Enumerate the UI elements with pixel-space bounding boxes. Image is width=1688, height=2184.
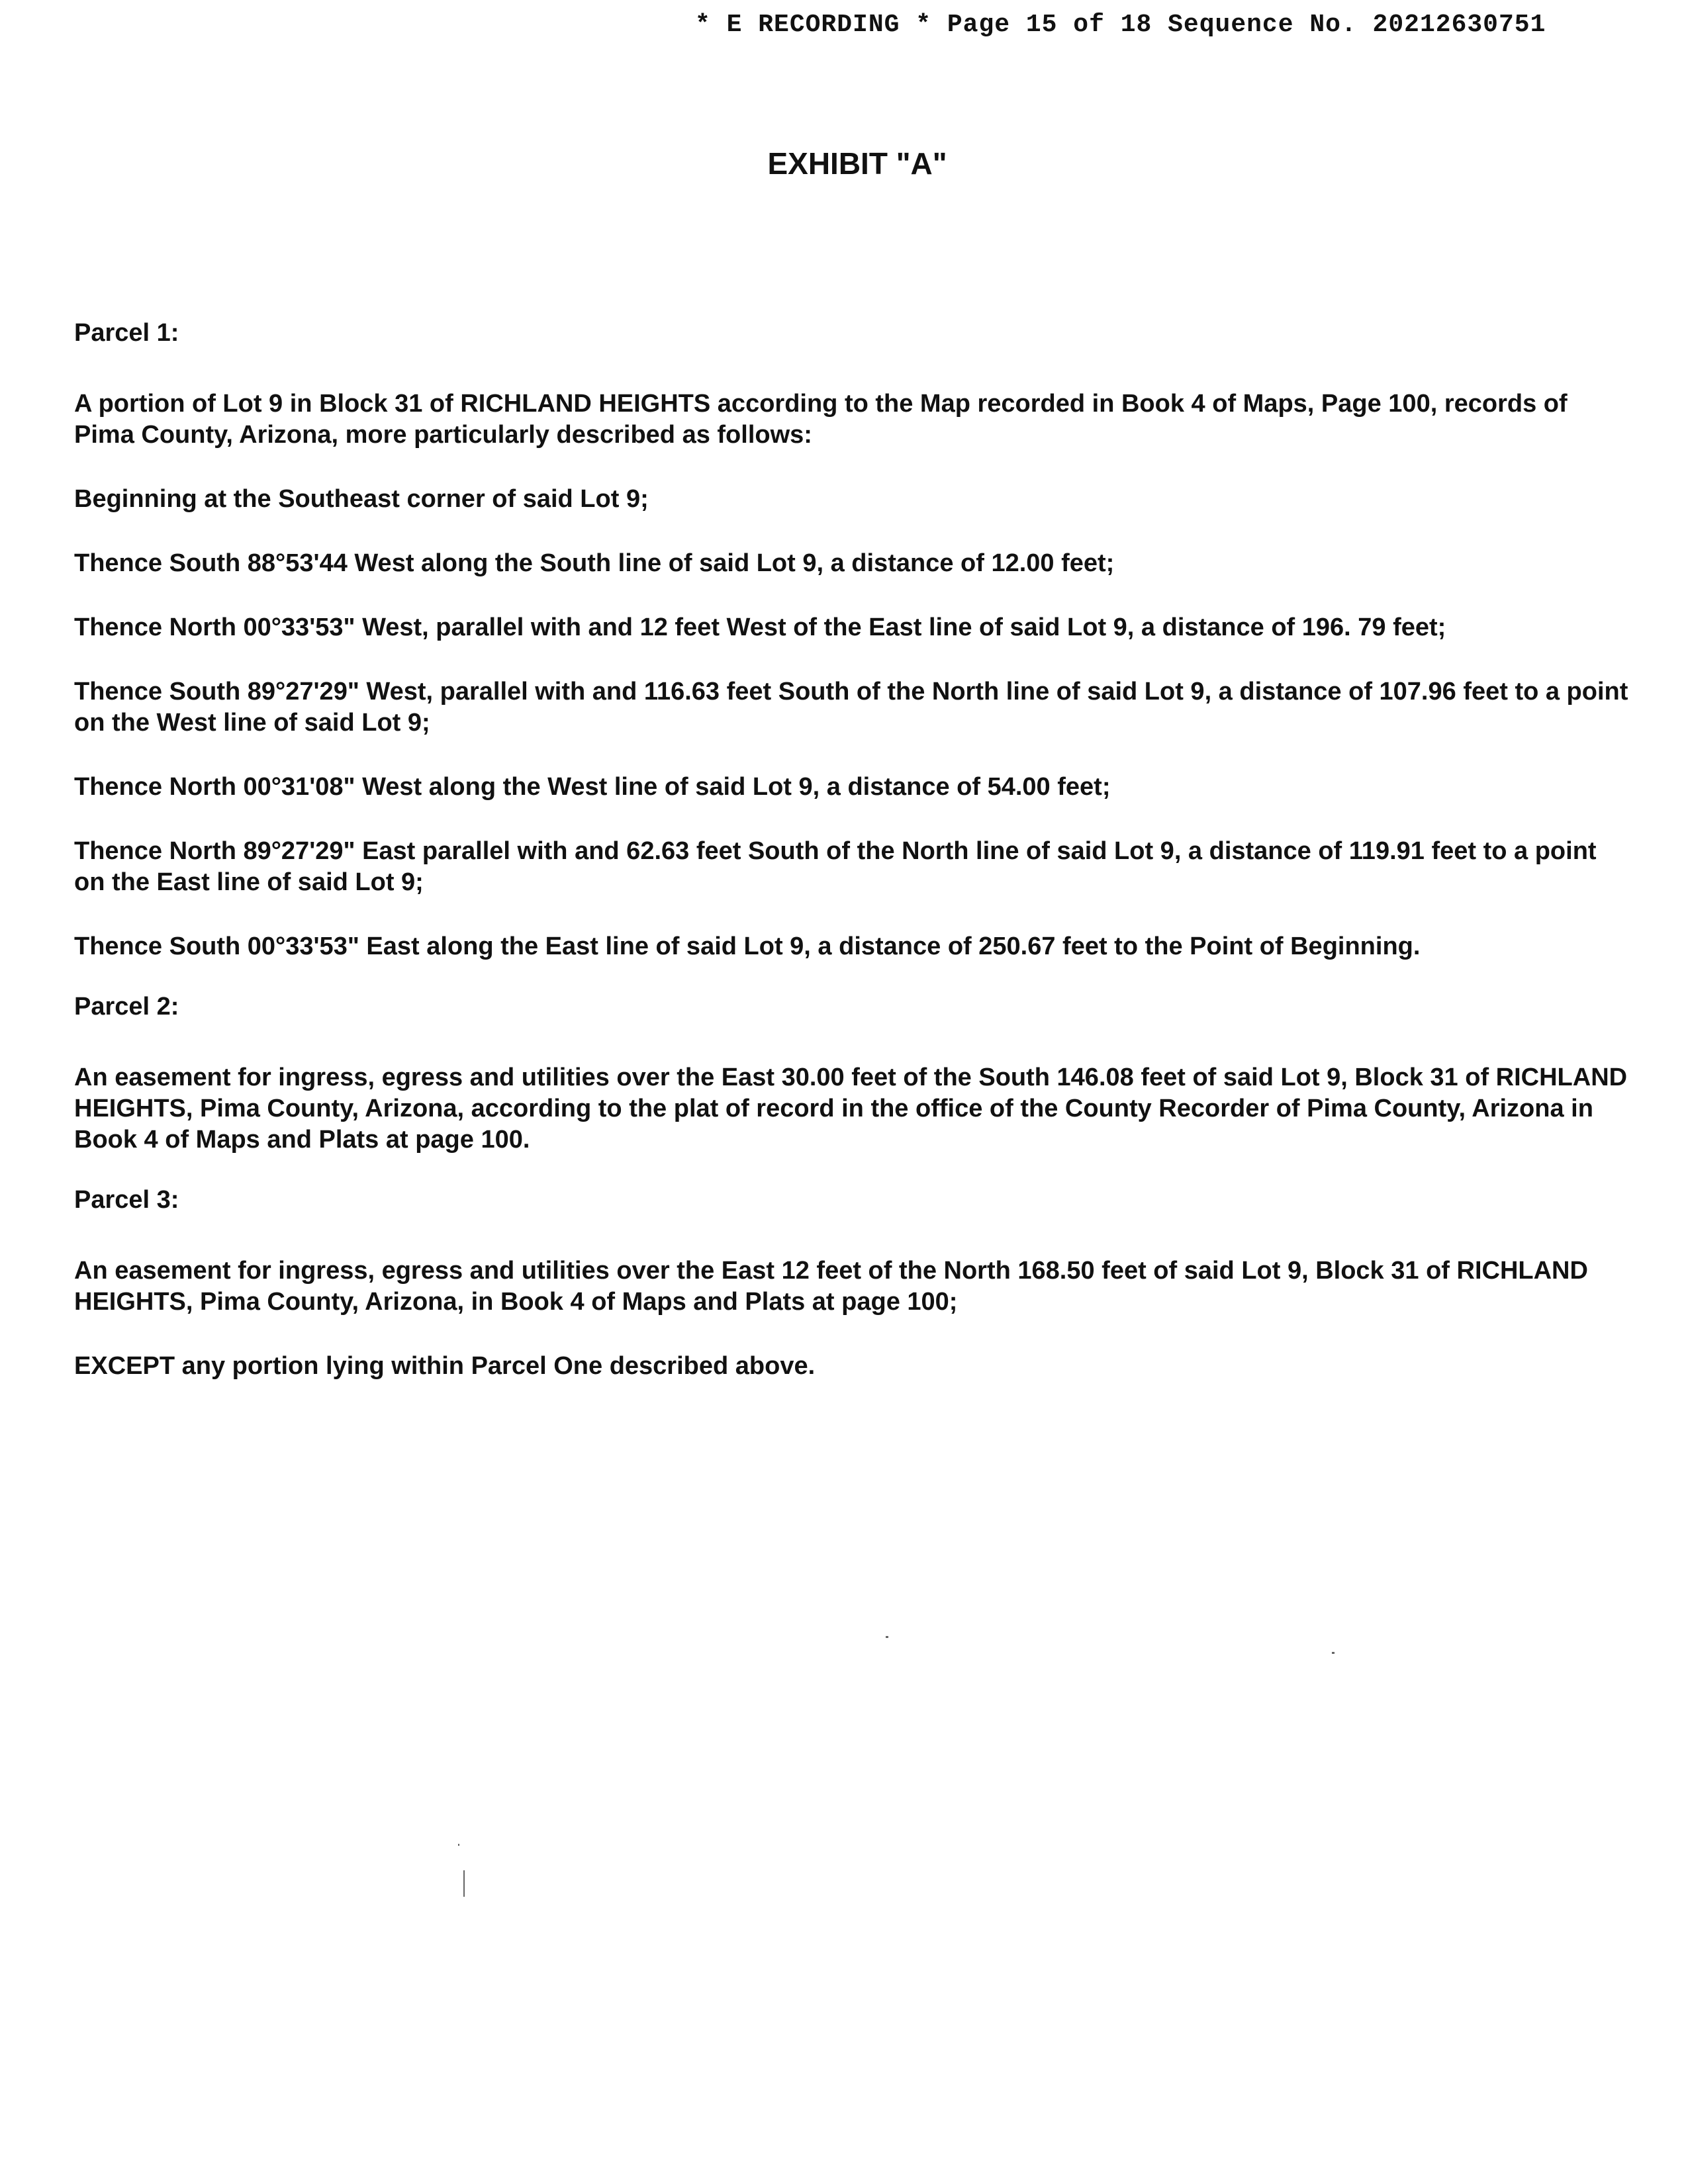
scan-speck — [1332, 1652, 1335, 1654]
recording-header: * E RECORDING * Page 15 of 18 Sequence No. 20212630751 — [695, 11, 1546, 39]
parcel-3-paragraph: EXCEPT any portion lying within Parcel One described above. — [74, 1352, 816, 1380]
legal-description — [74, 318, 1630, 1415]
scan-speck — [886, 1636, 888, 1638]
parcel-1-paragraph: Thence North 00°33'53" West, parallel with and 12 feet West of the East line of said Lot 9, a distance of 196. 79 feet; — [74, 614, 1446, 641]
parcel-3-paragraph: An easement for ingress, egress and utilities over the East 12 feet of the North 168.50 feet of said Lot 9, Block 31 of RICHLAND HEIGHTS, Pima County, Arizona, in Book 4 of Maps and Plats at page 100; — [74, 1257, 1588, 1316]
parcel-1-paragraph: Beginning at the Southeast corner of said Lot 9; — [74, 485, 649, 513]
scan-speck — [463, 1870, 465, 1897]
parcel-2-heading: Parcel 2: — [74, 993, 179, 1021]
parcel-3-heading: Parcel 3: — [74, 1186, 179, 1214]
parcel-1-paragraph: Thence North 00°31'08" West along the West line of said Lot 9, a distance of 54.00 feet; — [74, 773, 1111, 801]
parcel-1-paragraph: A portion of Lot 9 in Block 31 of RICHLAND HEIGHTS according to the Map recorded in Book 4 of Maps, Page 100, records of Pima County, Arizona, more particularly described as follows: — [74, 390, 1568, 449]
parcel-1-paragraph: Thence South 89°27'29" West, parallel with and 116.63 feet South of the North line of said Lot 9, a distance of 107.96 feet to a point on the West line of said Lot 9; — [74, 678, 1628, 737]
parcel-2-paragraph: An easement for ingress, egress and utilities over the East 30.00 feet of the South 146.08 feet of said Lot 9, Block 31 of RICHLAND HEIGHTS, Pima County, Arizona, according to the plat of record in the office of the County Recorder of Pima County, Arizona in Book 4 of Maps and Plats at page 100. — [74, 1064, 1628, 1154]
scan-speck — [458, 1844, 459, 1846]
parcel-1-heading: Parcel 1: — [74, 319, 179, 347]
parcel-1-paragraph: Thence South 00°33'53" East along the East line of said Lot 9, a distance of 250.67 feet to the Point of Beginning. — [74, 933, 1421, 960]
parcel-1-paragraph: Thence South 88°53'44 West along the South line of said Lot 9, a distance of 12.00 feet; — [74, 549, 1115, 577]
exhibit-title: EXHIBIT "A" — [767, 146, 947, 181]
parcel-1-paragraph: Thence North 89°27'29" East parallel with and 62.63 feet South of the North line of said Lot 9, a distance of 119.91 feet to a point on the East line of said Lot 9; — [74, 837, 1597, 896]
